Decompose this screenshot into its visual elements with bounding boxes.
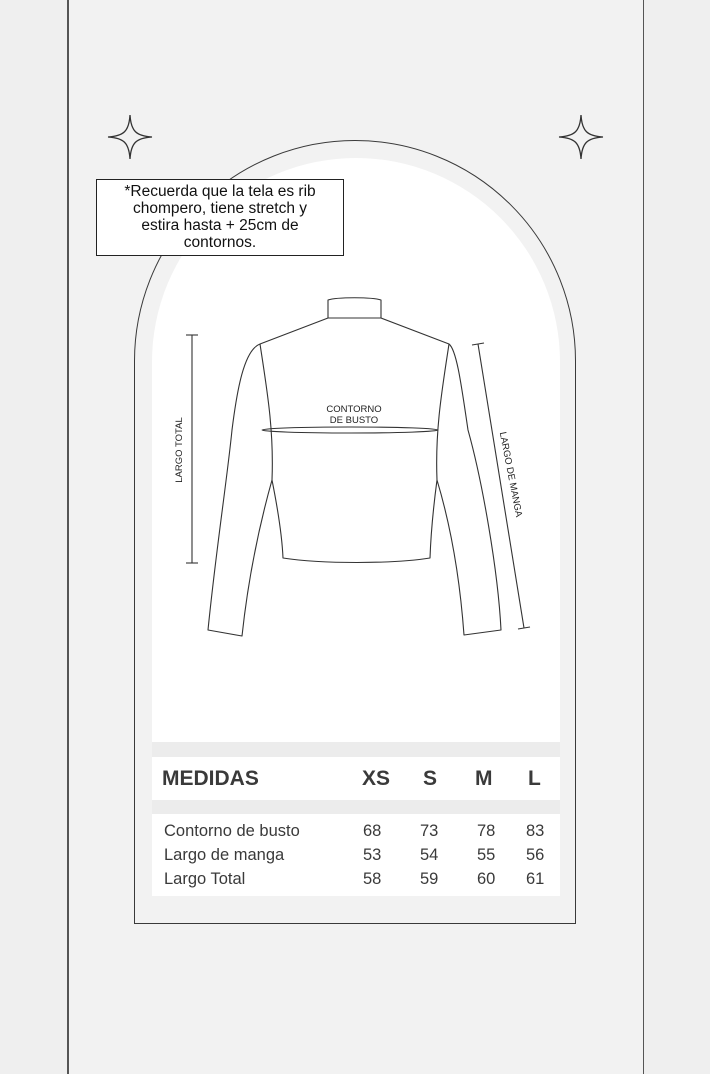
row-label: Largo Total (164, 870, 246, 888)
garment-diagram (152, 280, 560, 660)
header-xs: XS (362, 767, 391, 790)
cell-s: 54 (420, 846, 439, 864)
collar-outline (328, 298, 381, 318)
header-s: S (423, 767, 438, 790)
header-m: M (475, 767, 493, 790)
table-row (152, 822, 560, 846)
contorno-label-1: CONTORNO (326, 404, 382, 415)
row-label: Contorno de busto (164, 822, 300, 840)
largo-total-label: LARGO TOTAL (174, 417, 185, 483)
armhole-right (437, 344, 449, 480)
sweater-outline (208, 318, 501, 636)
cell-m: 55 (477, 846, 496, 864)
sparkle-icon-right (557, 113, 605, 161)
cell-s: 59 (420, 870, 439, 888)
cell-s: 73 (420, 822, 439, 840)
row-label: Largo de manga (164, 846, 285, 864)
header-medidas: MEDIDAS (162, 767, 259, 790)
cell-m: 78 (477, 822, 496, 840)
header-l: L (528, 767, 541, 790)
stretch-note: *Recuerda que la tela es rib chompero, tiene stretch y estira hasta + 25cm de contornos. (96, 179, 344, 256)
table-header (152, 757, 560, 800)
table-body (152, 814, 560, 896)
bust-line (262, 427, 438, 433)
contorno-label-2: DE BUSTO (329, 415, 379, 426)
cell-m: 60 (477, 870, 496, 888)
cell-l: 56 (526, 846, 545, 864)
cell-l: 83 (526, 822, 545, 840)
armhole-left (260, 344, 272, 480)
cell-l: 61 (526, 870, 545, 888)
largo-manga-label: LARGO DE MANGA (496, 430, 525, 519)
sparkle-icon-left (106, 113, 154, 161)
cell-xs: 58 (363, 870, 382, 888)
cell-xs: 53 (363, 846, 382, 864)
table-row (152, 846, 560, 870)
table-row (152, 870, 560, 894)
cell-xs: 68 (363, 822, 382, 840)
